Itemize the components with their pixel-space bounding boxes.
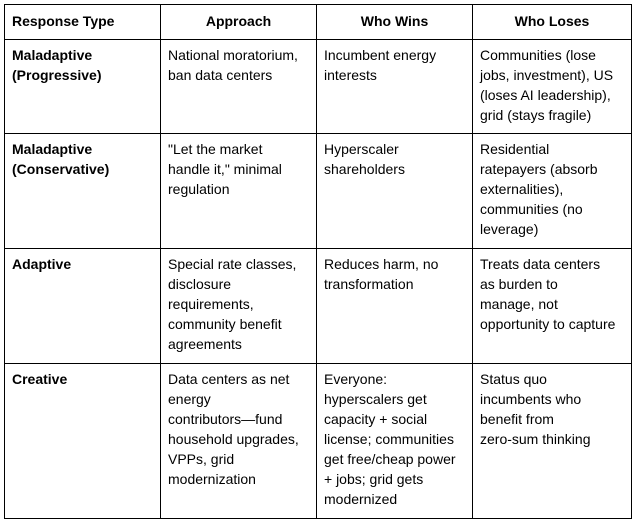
- table-row: [5, 40, 632, 134]
- row-who-loses: Treats data centers as burden to manage, not opportunity to capture: [473, 249, 632, 364]
- row-who-wins: Everyone: hyperscalers get capacity + social license; communities get free/cheap power + jobs; grid gets modernized: [317, 364, 473, 519]
- row-who-wins: Incumbent energy interests: [317, 40, 473, 134]
- row-response-type: Creative: [5, 364, 161, 519]
- header-who-wins: Who Wins: [317, 5, 473, 40]
- row-who-wins: Reduces harm, no transformation: [317, 249, 473, 364]
- row-approach: National moratorium, ban data centers: [161, 40, 317, 134]
- row-who-loses: Status quo incumbents who benefit from zero-sum thinking: [473, 364, 632, 519]
- row-approach: Special rate classes, disclosure requirements, community benefit agreements: [161, 249, 317, 364]
- table-row: [5, 134, 632, 249]
- header-row: [5, 5, 632, 40]
- row-who-wins: Hyperscaler shareholders: [317, 134, 473, 249]
- table-row: [5, 249, 632, 364]
- row-approach: "Let the market handle it," minimal regulation: [161, 134, 317, 249]
- header-who-loses: Who Loses: [473, 5, 632, 40]
- row-who-loses: Residential ratepayers (absorb externalities), communities (no leverage): [473, 134, 632, 249]
- row-who-loses: Communities (lose jobs, investment), US (loses AI leadership), grid (stays fragile): [473, 40, 632, 134]
- table-body: [5, 40, 632, 519]
- header-approach: Approach: [161, 5, 317, 40]
- row-response-type: Adaptive: [5, 249, 161, 364]
- table-header: [5, 5, 632, 40]
- header-response-type: Response Type: [5, 5, 161, 40]
- row-response-type: Maladaptive (Progressive): [5, 40, 161, 134]
- row-response-type: Maladaptive (Conservative): [5, 134, 161, 249]
- table-row: [5, 364, 632, 519]
- row-approach: Data centers as net energy contributors—fund household upgrades, VPPs, grid modernization: [161, 364, 317, 519]
- response-type-table: [4, 4, 632, 519]
